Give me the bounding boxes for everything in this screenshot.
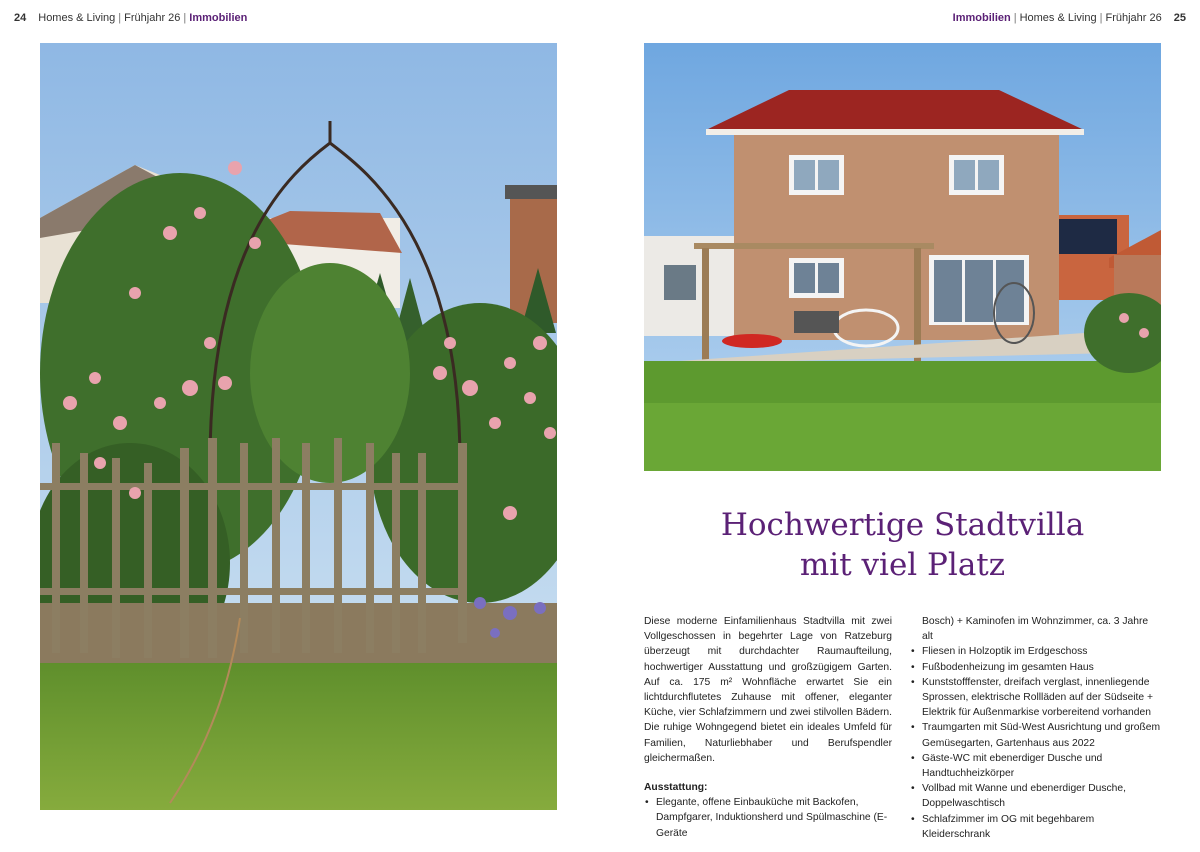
headline-line-1: Hochwertige Stadtvilla (720, 507, 1085, 543)
feature-item: • Vollbad mit Wanne und ebenerdiger Dusche, Doppelwaschtisch (910, 781, 1161, 811)
intro-paragraph: Diese moderne Einfamilienhaus Stadtvilla mit zwei Vollgeschossen in begehrter Lage von Ratzeburg überzeugt mit durchdachter Raumaufteilung, hochwertiger Ausstattung und großzügigem Garten. Auf ca. 175 m² Wohnfläche erwartet Sie ein lichtdurchflutetes Zuhause mit offener, eleganter Küche, vier Schlafzimmern und zwei stilvollen Bädern. Die ruhige Wohngegend bietet ein ideales Umfeld für Familien, Naturliebhaber und Berufspendler gleichermaßen. (644, 616, 892, 764)
feature-item: • Kunststofffenster, dreifach verglast, innenliegende Sprossen, elektrische Rollläden auf der Südseite + Elektrik für Außenmarkise vorbereitend vorhanden (910, 675, 1161, 721)
feature-item: • Fußbodenheizung im gesamten Haus (910, 660, 1161, 675)
feature-item-continuation: Bosch) + Kaminofen im Wohnzimmer, ca. 3 Jahre alt (922, 616, 1149, 643)
text-column-right (910, 614, 1161, 842)
page-number-right: 25 (1173, 12, 1186, 24)
section-right: Immobilien (952, 12, 1011, 24)
garden-rose-arch-photo (40, 43, 557, 810)
page-number-left: 24 (14, 12, 27, 24)
article-headline (644, 505, 1161, 585)
issue-left: Frühjahr 26 (124, 12, 181, 24)
feature-item: • Gäste-WC mit ebenerdiger Dusche und Handtuchheizkörper (910, 751, 1161, 781)
text-column-left (644, 614, 892, 841)
page-header-left: 24 Homes & Living | Frühjahr 26 | Immobilien (14, 12, 248, 24)
headline-line-2: mit viel Platz (799, 547, 1006, 583)
feature-item: • Traumgarten mit Süd-West Ausrichtung und großem Gemüsegarten, Gartenhaus aus 2022 (910, 720, 1161, 750)
section-left: Immobilien (189, 12, 248, 24)
magazine-name-left: Homes & Living (38, 12, 116, 24)
feature-item: • Elegante, offene Einbauküche mit Backofen, Dampfgarer, Induktionsherd und Spülmaschine (E-Geräte (644, 795, 892, 841)
magazine-name-right: Homes & Living (1019, 12, 1097, 24)
feature-item: • Schlafzimmer im OG mit begehbarem Kleiderschrank (910, 812, 1161, 842)
house-exterior-photo (644, 43, 1161, 471)
features-heading: Ausstattung: (644, 782, 708, 794)
features-list-right (910, 614, 1161, 842)
feature-item: • Fliesen in Holzoptik im Erdgeschoss (910, 644, 1161, 659)
page-header-right: Immobilien | Homes & Living | Frühjahr 26 25 (952, 12, 1186, 24)
features-list-left (644, 795, 892, 841)
issue-right: Frühjahr 26 (1105, 12, 1162, 24)
